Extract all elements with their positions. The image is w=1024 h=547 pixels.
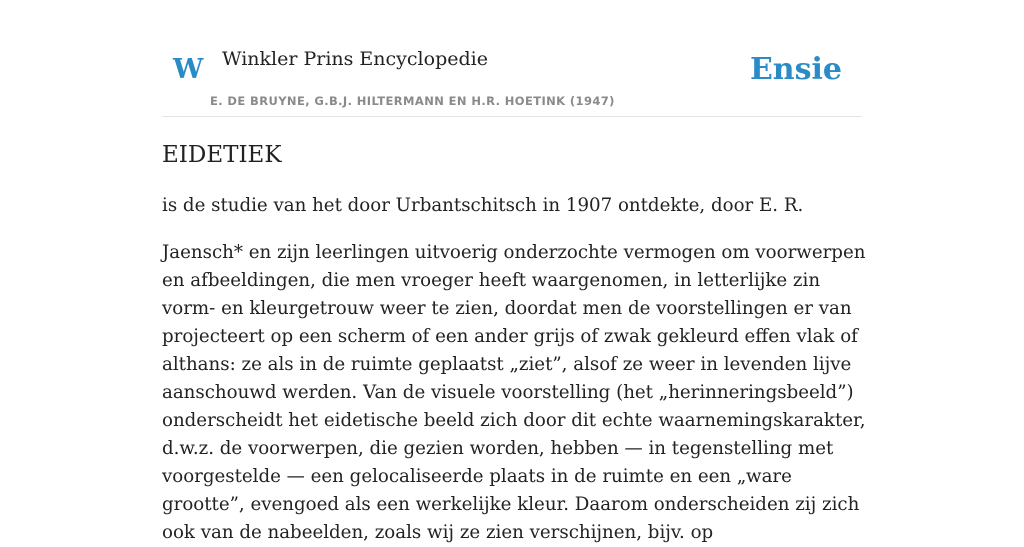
article-paragraph: Jaensch* en zijn leerlingen uitvoerig onderzochte vermogen om voorwerpen en afbeeldingen, die men vroeger heeft waargenomen, in letterlijke zin vorm- en kleurgetrouw weer te zien, doordat men de voorstellingen er van projecteert op een scherm of een ander grijs of zwak gekleurd effen vlak of althans: ze als in de ruimte geplaatst „ziet”, alsof ze weer in levenden lijve aanschouwd werden. Van de visuele voorstelling (het „herinneringsbeeld”) onderscheidt het eidetische beeld zich door dit echte waarnemingskarakter, d.w.z. de voorwerpen, die gezien worden, hebben — in tegenstelling met voorgestelde — een gelocaliseerde plaats in de ruimte en een „ware grootte”, evengoed als een werkelijke kleur. Daarom onderscheiden zij zich ook van de nabeelden, zoals wij ze zien verschijnen, bijv. op bbox=[162, 242, 866, 543]
page-header bbox=[162, 0, 862, 117]
article bbox=[162, 136, 866, 547]
article-title: EIDETIEK bbox=[162, 142, 282, 168]
authors-line: E. DE BRUYNE, G.B.J. HILTERMANN EN H.R. HOETINK (1947) bbox=[210, 94, 615, 108]
ensie-brand-link[interactable]: Ensie bbox=[749, 52, 842, 87]
publication-title[interactable]: Winkler Prins Encyclopedie bbox=[222, 48, 488, 70]
article-paragraph: is de studie van het door Urbantschitsch in 1907 ontdekte, door E. R. bbox=[162, 195, 804, 216]
winkler-prins-logo[interactable]: W bbox=[173, 54, 204, 85]
